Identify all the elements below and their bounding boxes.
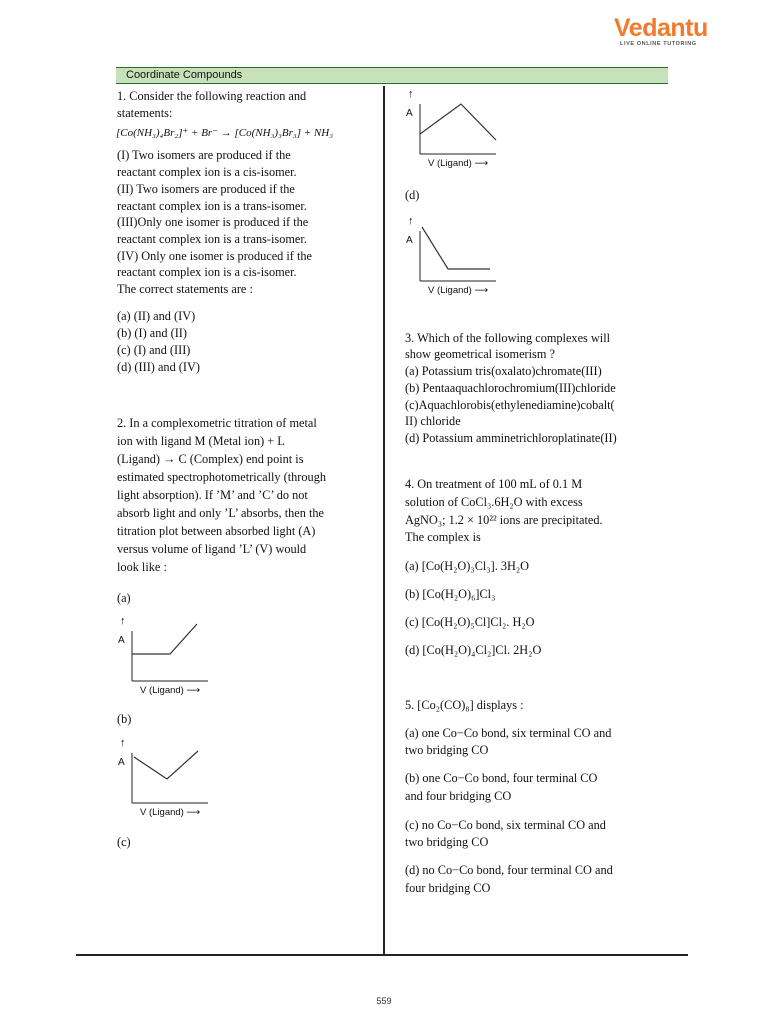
q2-line: (Ligand) → C (Complex) end point is (117, 452, 304, 466)
q1-line: reactant complex ion is a trans-isomer. (117, 199, 307, 213)
q1-equation: [Co(NH₃)₄Br₂]⁺ + Br⁻ → [Co(NH₃)₃Br₃] + NH₃ (116, 127, 334, 139)
q1-title: 1. Consider the following reaction and (117, 89, 307, 103)
logo-tagline: LIVE ONLINE TUTORING (620, 41, 697, 47)
q2-line: 2. In a complexometric titration of metal (117, 416, 317, 430)
q4-line: The complex is (405, 530, 481, 544)
graph-y-label: A (406, 108, 413, 119)
graph-y-label: A (118, 757, 125, 768)
q2-graph-a (118, 617, 208, 697)
graph-a-plot (118, 617, 210, 687)
q5-option-d-cont[interactable]: four bridging CO (405, 881, 491, 895)
section-title: Coordinate Compounds (126, 69, 243, 81)
section-title-bar (116, 67, 668, 84)
q3-option-b[interactable]: (b) Pentaaquachlorochromium(III)chloride (405, 381, 616, 395)
graph-x-label: V (Ligand) ⟶ (428, 158, 489, 169)
q5-option-c-cont[interactable]: two bridging CO (405, 835, 489, 849)
q3-line: 3. Which of the following complexes will (405, 331, 611, 345)
page-number: 559 (376, 996, 392, 1006)
y-axis-arrow-icon: ↑ (408, 215, 414, 227)
q1-line: reactant complex ion is a trans-isomer. (117, 232, 307, 246)
y-axis-arrow-icon: ↑ (408, 88, 414, 100)
q2-option-b[interactable]: (b) (117, 712, 132, 726)
q1-line: (I) Two isomers are produced if the (117, 148, 291, 162)
q3-option-c[interactable]: (c)Aquachlorobis(ethylenediamine)cobalt( (405, 398, 615, 412)
q5-option-a[interactable]: (a) one Co−Co bond, six terminal CO and (405, 726, 612, 740)
graph-y-label: A (406, 235, 413, 246)
q3-option-c-cont[interactable]: II) chloride (405, 414, 461, 428)
q1-line: (IV) Only one isomer is produced if the (117, 249, 312, 263)
q1-line: (II) Two isomers are produced if the (117, 182, 295, 196)
q2-option-a[interactable]: (a) (117, 591, 131, 605)
graph-x-label: V (Ligand) ⟶ (140, 807, 201, 818)
q2-graph-c (406, 90, 496, 170)
q4-option-c[interactable]: (c) [Co(H₂O)₅Cl]Cl₂. H₂O (405, 615, 535, 629)
q2-graph-d (406, 217, 496, 297)
q2-line: titration plot between absorbed light (A) (117, 524, 316, 538)
q2-line: versus volume of ligand ’L’ (V) would (117, 542, 307, 556)
q2-line: ion with ligand M (Metal ion) + L (117, 434, 285, 448)
q1-line: The correct statements are : (117, 282, 253, 296)
vedantu-logo (612, 14, 708, 50)
footer-rule (76, 954, 688, 956)
q1-line: reactant complex ion is a cis-isomer. (117, 265, 297, 279)
graph-b-plot (118, 739, 210, 809)
q1-option-b[interactable]: (b) (I) and (II) (117, 326, 187, 340)
q5-option-c[interactable]: (c) no Co−Co bond, six terminal CO and (405, 818, 606, 832)
graph-x-label: V (Ligand) ⟶ (140, 685, 201, 696)
column-divider (383, 86, 385, 954)
y-axis-arrow-icon: ↑ (120, 615, 126, 627)
graph-x-label: V (Ligand) ⟶ (428, 285, 489, 296)
q1-title-2: statements: (117, 106, 173, 120)
q1-option-a[interactable]: (a) (II) and (IV) (117, 309, 196, 323)
logo-brand: Vedantu (614, 14, 708, 42)
q1-option-d[interactable]: (d) (III) and (IV) (117, 360, 200, 374)
q2-line: absorb light and only ’L’ absorbs, then the (117, 506, 324, 520)
q3-option-a[interactable]: (a) Potassium tris(oxalato)chromate(III) (405, 364, 602, 378)
q5-option-b[interactable]: (b) one Co−Co bond, four terminal CO (405, 771, 598, 785)
graph-y-label: A (118, 635, 125, 646)
graph-c-plot (406, 90, 498, 160)
y-axis-arrow-icon: ↑ (120, 737, 126, 749)
q2-line: look like : (117, 560, 167, 574)
q4-option-b[interactable]: (b) [Co(H₂O)₆]Cl₃ (405, 587, 496, 601)
q5-option-b-cont[interactable]: and four bridging CO (405, 789, 512, 803)
q4-line: solution of CoCl₃.6H₂O with excess (405, 495, 583, 509)
q4-option-d[interactable]: (d) [Co(H₂O)₄Cl₂]Cl. 2H₂O (405, 643, 542, 657)
q3-option-d[interactable]: (d) Potassium amminetrichloroplatinate(II) (405, 431, 617, 445)
q3-line: show geometrical isomerism ? (405, 347, 555, 361)
q4-line: AgNO₃; 1.2 × 10²² ions are precipitated. (405, 513, 603, 527)
q2-option-d[interactable]: (d) (405, 188, 420, 202)
graph-d-plot (406, 217, 498, 287)
q2-line: light absorption). If ’M’ and ’C’ do not (117, 488, 308, 502)
q2-option-c[interactable]: (c) (117, 835, 131, 849)
q5-option-d[interactable]: (d) no Co−Co bond, four terminal CO and (405, 863, 613, 877)
q1-line: reactant complex ion is a cis-isomer. (117, 165, 297, 179)
q1-line: (III)Only one isomer is produced if the (117, 215, 309, 229)
q4-option-a[interactable]: (a) [Co(H₂O)₃Cl₃]. 3H₂O (405, 559, 530, 573)
q5-option-a-cont[interactable]: two bridging CO (405, 743, 489, 757)
q1-option-c[interactable]: (c) (I) and (III) (117, 343, 191, 357)
q2-line: estimated spectrophotometrically (through (117, 470, 326, 484)
q2-graph-b (118, 739, 208, 819)
q4-line: 4. On treatment of 100 mL of 0.1 M (405, 477, 583, 491)
q5-title: 5. [Co₂(CO)₈] displays : (405, 698, 524, 712)
